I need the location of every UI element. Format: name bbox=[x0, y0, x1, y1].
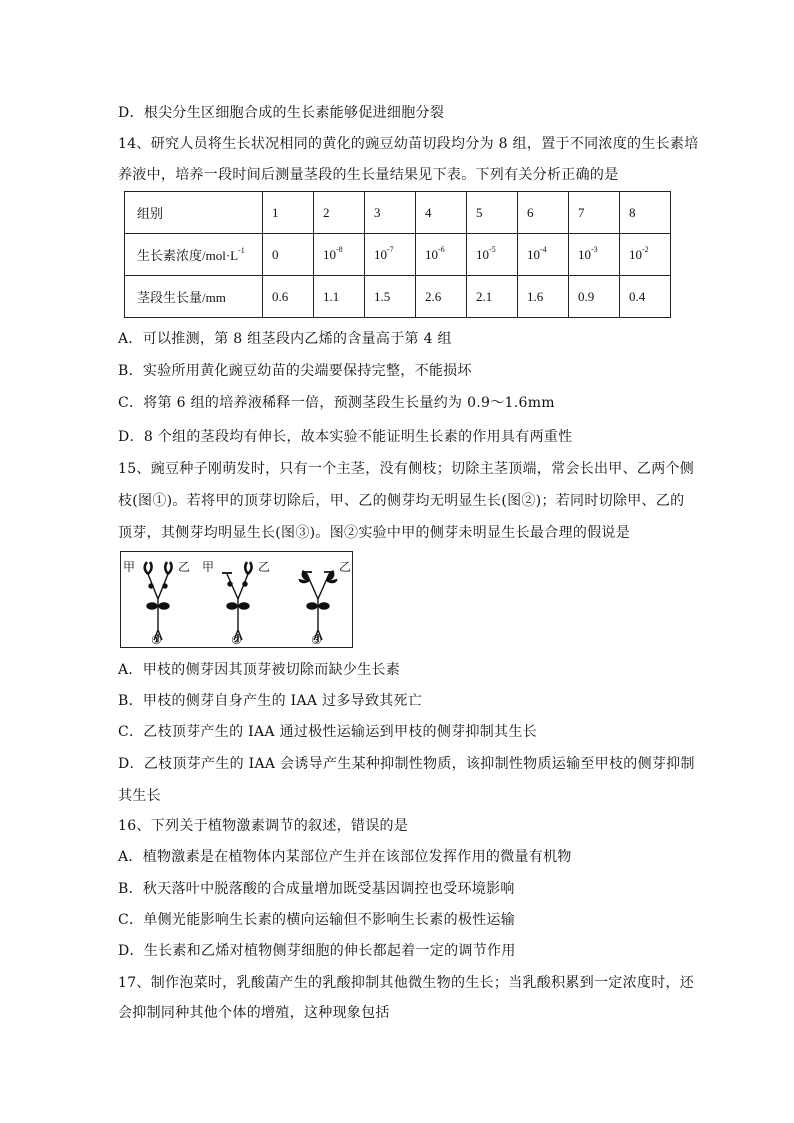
q15-stem-line1: 15、豌豆种子刚萌发时，只有一个主茎，没有侧枝；切除主茎顶端，常会长出甲、乙两个侧 bbox=[118, 461, 695, 477]
conc-label-exponent: -1 bbox=[238, 246, 245, 255]
group-cell: 2 bbox=[314, 192, 365, 234]
conc-base: 10 bbox=[527, 246, 540, 262]
label-jia: 甲 bbox=[123, 560, 136, 574]
conc-base: 10 bbox=[629, 246, 642, 262]
group-cell: 8 bbox=[620, 192, 671, 234]
conc-cell bbox=[467, 234, 518, 276]
conc-cell bbox=[569, 234, 620, 276]
q15-option-b: B．甲枝的侧芽自身产生的 IAA 过多导致其死亡 bbox=[118, 693, 423, 709]
q14-option-a: A．可以推测，第 8 组茎段内乙烯的含量高于第 4 组 bbox=[118, 331, 452, 347]
panel-number-1: ① bbox=[151, 633, 162, 647]
conc-base: 10 bbox=[425, 246, 438, 262]
q16-option-c: C．单侧光能影响生长素的横向运输但不影响生长素的极性运输 bbox=[118, 912, 516, 928]
q16-stem: 16、下列关于植物激素调节的叙述，错误的是 bbox=[118, 818, 409, 834]
growth-cell: 0.9 bbox=[569, 276, 620, 318]
growth-cell: 1.5 bbox=[365, 276, 416, 318]
label-yi: 乙 bbox=[178, 560, 191, 574]
q16-option-b: B．秋天落叶中脱落酸的合成量增加既受基因调控也受环境影响 bbox=[118, 881, 515, 897]
group-cell: 4 bbox=[416, 192, 467, 234]
conc-label-text: 生长素浓度/mol·L bbox=[137, 248, 239, 263]
growth-cell: 1.6 bbox=[518, 276, 569, 318]
conc-exponent: -3 bbox=[591, 244, 598, 254]
q15-option-d-line2: 其生长 bbox=[118, 788, 161, 804]
group-cell: 3 bbox=[365, 192, 416, 234]
q17-stem-line2: 会抑制同种其他个体的增殖，这种现象包括 bbox=[118, 1005, 390, 1021]
conc-base: 0 bbox=[272, 246, 279, 262]
conc-base: 10 bbox=[374, 246, 387, 262]
panel-number-3: ③ bbox=[311, 633, 322, 647]
q16-option-d: D．生长素和乙烯对植物侧芽细胞的伸长都起着一定的调节作用 bbox=[118, 943, 516, 959]
label-yi: 乙 bbox=[258, 560, 271, 574]
table-row-concentration bbox=[125, 234, 671, 276]
growth-cell: 0.6 bbox=[263, 276, 314, 318]
q14-option-b: B．实验所用黄化豌豆幼苗的尖端要保持完整，不能损坏 bbox=[118, 363, 472, 379]
table-row-growth bbox=[125, 276, 671, 318]
conc-cell bbox=[365, 234, 416, 276]
conc-base: 10 bbox=[578, 246, 591, 262]
conc-exponent: -2 bbox=[642, 244, 649, 254]
conc-cell bbox=[263, 234, 314, 276]
conc-exponent: -6 bbox=[438, 244, 445, 254]
growth-cell: 2.1 bbox=[467, 276, 518, 318]
q14-option-c: C．将第 6 组的培养液稀释一倍，预测茎段生长量约为 0.9～1.6mm bbox=[118, 395, 555, 411]
q14-stem-line2: 养液中，培养一段时间后测量茎段的生长量结果见下表。下列有关分析正确的是 bbox=[118, 167, 619, 183]
conc-exponent: -4 bbox=[540, 244, 547, 254]
q16-option-a: A．植物激素是在植物体内某部位产生并在该部位发挥作用的微量有机物 bbox=[118, 849, 572, 865]
conc-exponent: -8 bbox=[336, 244, 343, 254]
group-cell: 7 bbox=[569, 192, 620, 234]
growth-cell: 2.6 bbox=[416, 276, 467, 318]
results-table bbox=[124, 191, 671, 318]
plant-2-drawing bbox=[222, 562, 252, 642]
q15-stem-line3: 顶芽，其侧芽均明显生长(图③)。图②实验中甲的侧芽未明显生长最合理的假说是 bbox=[118, 525, 631, 541]
growth-cell: 0.4 bbox=[620, 276, 671, 318]
q15-stem-line2: 枝(图①)。若将甲的顶芽切除后，甲、乙的侧芽均无明显生长(图②)；若同时切除甲、乙的 bbox=[118, 493, 685, 509]
conc-cell bbox=[416, 234, 467, 276]
q13-option-d: D．根尖分生区细胞合成的生长素能够促进细胞分裂 bbox=[118, 105, 445, 121]
group-cell: 5 bbox=[467, 192, 518, 234]
table-row-group bbox=[125, 192, 671, 234]
q17-stem-line1: 17、制作泡菜时，乳酸菌产生的乳酸抑制其他微生物的生长；当乳酸积累到一定浓度时，还 bbox=[118, 975, 695, 991]
conc-exponent: -5 bbox=[489, 244, 496, 254]
q15-option-a: A．甲枝的侧芽因其顶芽被切除而缺少生长素 bbox=[118, 662, 401, 678]
plant-1-drawing bbox=[145, 562, 172, 642]
row-label-growth: 茎段生长量/mm bbox=[125, 276, 263, 318]
label-yi: 乙 bbox=[339, 560, 352, 574]
row-label-concentration bbox=[125, 234, 263, 276]
conc-cell bbox=[518, 234, 569, 276]
group-cell: 1 bbox=[263, 192, 314, 234]
plant-3-drawing bbox=[299, 571, 337, 642]
conc-cell bbox=[314, 234, 365, 276]
panel-number-2: ② bbox=[231, 633, 242, 647]
q14-option-d: D．8 个组的茎段均有伸长，故本实验不能证明生长素的作用具有两重性 bbox=[118, 429, 573, 445]
q15-option-d-line1: D．乙枝顶芽产生的 IAA 会诱导产生某种抑制性物质，该抑制性物质运输至甲枝的侧芽抑制 bbox=[118, 756, 695, 772]
group-cell: 6 bbox=[518, 192, 569, 234]
growth-cell: 1.1 bbox=[314, 276, 365, 318]
row-label-group: 组别 bbox=[125, 192, 263, 234]
q14-stem-line1: 14、研究人员将生长状况相同的黄化的豌豆幼苗切段均分为 8 组，置于不同浓度的生长素培 bbox=[118, 136, 699, 152]
conc-exponent: -7 bbox=[387, 244, 394, 254]
conc-base: 10 bbox=[323, 246, 336, 262]
label-jia: 甲 bbox=[202, 560, 215, 574]
pea-branch-figure bbox=[120, 551, 353, 648]
q15-option-c: C．乙枝顶芽产生的 IAA 通过极性运输运到甲枝的侧芽抑制其生长 bbox=[118, 724, 537, 740]
conc-base: 10 bbox=[476, 246, 489, 262]
conc-cell bbox=[620, 234, 671, 276]
